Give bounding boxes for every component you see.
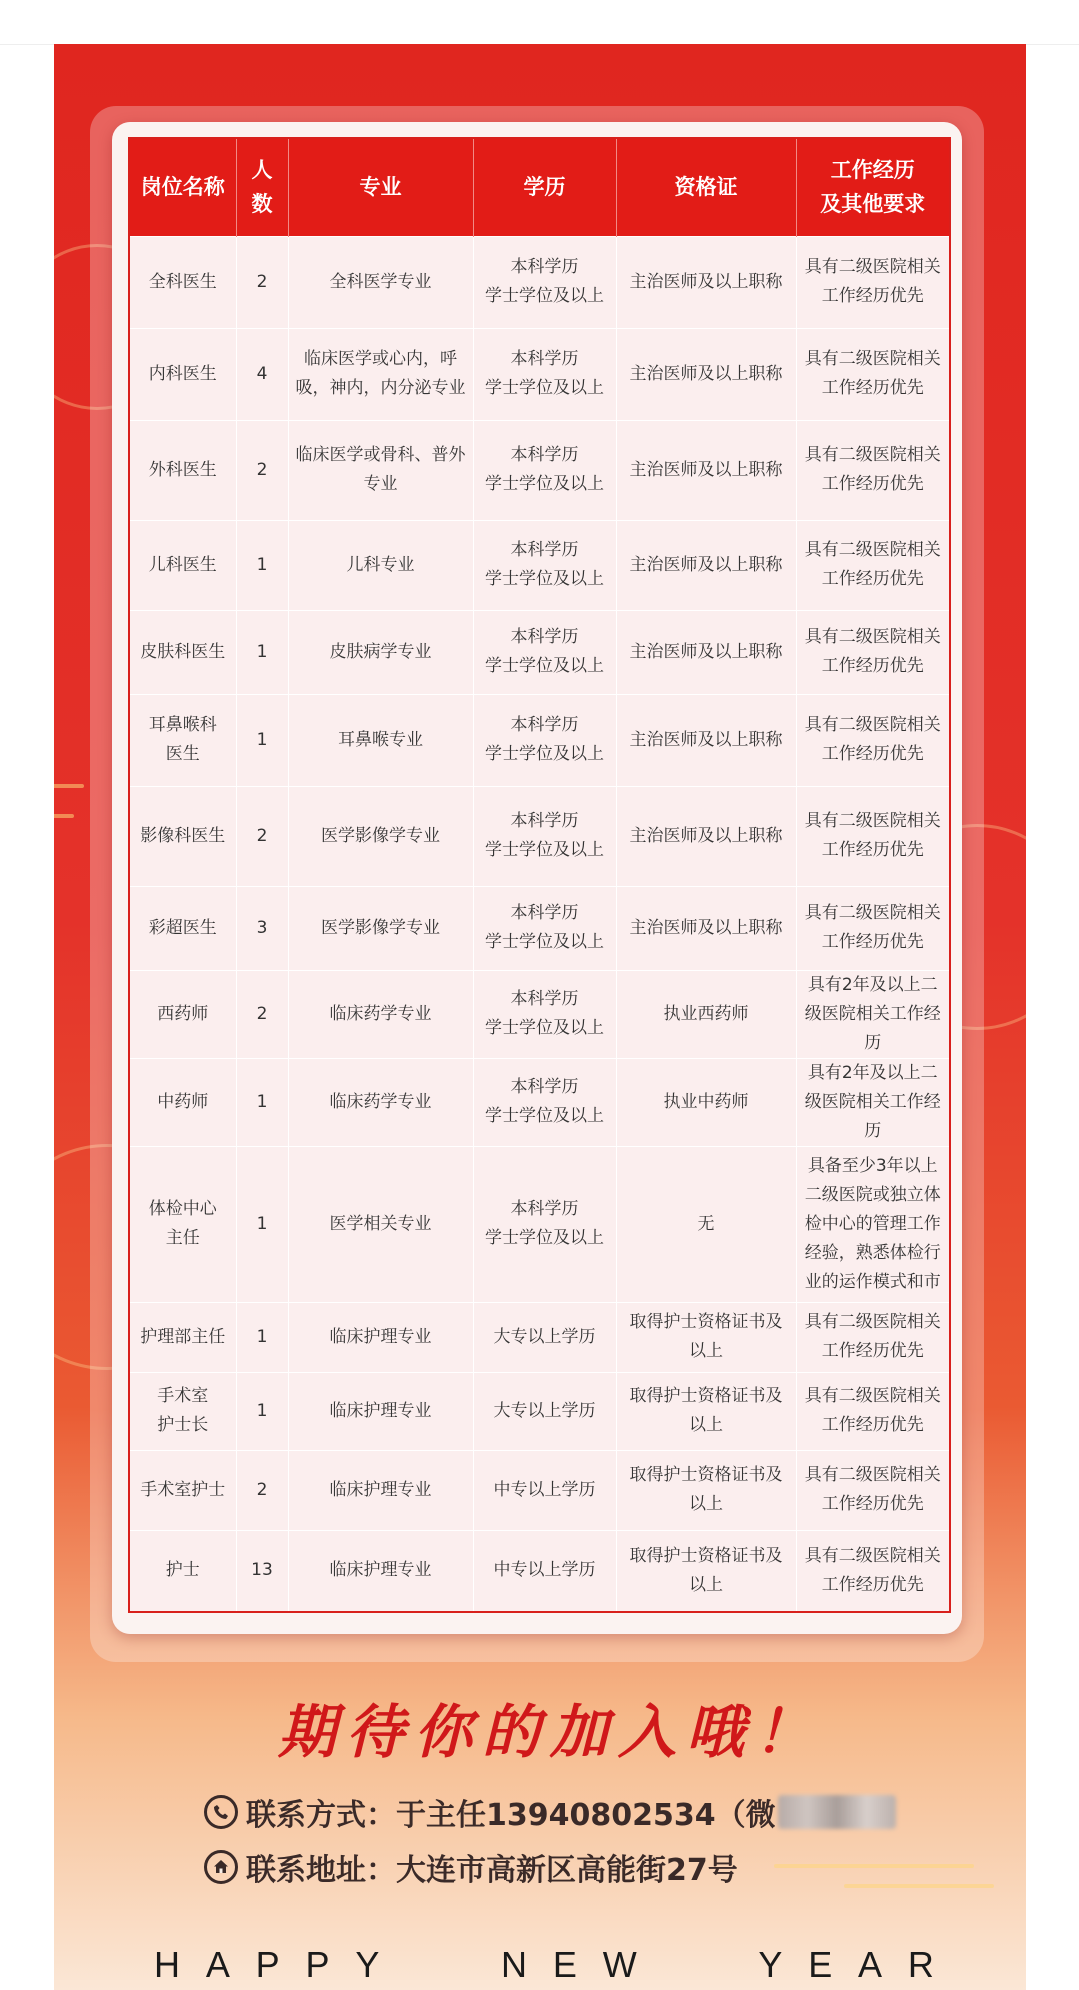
- table-row: [129, 236, 950, 328]
- cell-experience: 具有2年及以上二 级医院相关工作经 历: [796, 1058, 950, 1146]
- table-row: [129, 1146, 950, 1302]
- cell-certificate: 无: [616, 1146, 796, 1302]
- cell-position: 护士: [129, 1530, 236, 1612]
- cell-certificate: 主治医师及以上职称: [616, 520, 796, 610]
- cell-experience: 具有二级医院相关 工作经历优先: [796, 694, 950, 786]
- cell-count: 2: [236, 1450, 288, 1530]
- cell-major: 耳鼻喉专业: [288, 694, 473, 786]
- cell-major: 医学影像学专业: [288, 886, 473, 970]
- footer-letter: P: [305, 1944, 330, 1985]
- cell-certificate: 执业中药师: [616, 1058, 796, 1146]
- footer-letter: E: [552, 1944, 577, 1985]
- cell-count: 1: [236, 1058, 288, 1146]
- header-count: 人 数: [236, 138, 288, 236]
- header-position: 岗位名称: [129, 138, 236, 236]
- footer-letter: E: [808, 1944, 833, 1985]
- cell-certificate: 主治医师及以上职称: [616, 328, 796, 420]
- cell-education: 本科学历 学士学位及以上: [473, 610, 616, 694]
- cell-certificate: 主治医师及以上职称: [616, 236, 796, 328]
- cell-education: 本科学历 学士学位及以上: [473, 328, 616, 420]
- cell-education: 本科学历 学士学位及以上: [473, 1146, 616, 1302]
- table-row: [129, 886, 950, 970]
- header-certificate: 资格证: [616, 138, 796, 236]
- cell-major: 临床药学专业: [288, 1058, 473, 1146]
- cell-count: 2: [236, 420, 288, 520]
- header-major: 专业: [288, 138, 473, 236]
- cell-education: 本科学历 学士学位及以上: [473, 970, 616, 1058]
- footer-letter: A: [858, 1944, 883, 1985]
- cell-experience: 具有二级医院相关 工作经历优先: [796, 1302, 950, 1372]
- home-icon: [204, 1850, 238, 1884]
- cell-position: 手术室护士: [129, 1450, 236, 1530]
- cell-position: 儿科医生: [129, 520, 236, 610]
- cell-major: 临床护理专业: [288, 1450, 473, 1530]
- cell-certificate: 主治医师及以上职称: [616, 786, 796, 886]
- cell-certificate: 主治医师及以上职称: [616, 694, 796, 786]
- cell-count: 1: [236, 610, 288, 694]
- happy-new-year-text: [154, 1944, 934, 1986]
- cell-count: 4: [236, 328, 288, 420]
- cell-position: 西药师: [129, 970, 236, 1058]
- cell-position: 彩超医生: [129, 886, 236, 970]
- table-row: [129, 520, 950, 610]
- cell-certificate: 主治医师及以上职称: [616, 610, 796, 694]
- cell-count: 2: [236, 970, 288, 1058]
- table-row: [129, 1530, 950, 1612]
- cell-count: 1: [236, 1302, 288, 1372]
- cell-major: 全科医学专业: [288, 236, 473, 328]
- job-table: [128, 137, 951, 1613]
- gold-line-decoration: [844, 1884, 994, 1888]
- contact-address-line: [204, 1845, 738, 1889]
- cell-certificate: 取得护士资格证书及 以上: [616, 1530, 796, 1612]
- table-row: [129, 328, 950, 420]
- slogan: 期待你的加入哦！: [277, 1698, 822, 1766]
- cell-position: 皮肤科医生: [129, 610, 236, 694]
- table-row: [129, 420, 950, 520]
- cell-experience: 具有二级医院相关 工作经历优先: [796, 886, 950, 970]
- contact-phone-line: [204, 1790, 896, 1834]
- gold-line-decoration: [54, 784, 84, 788]
- cell-major: 医学相关专业: [288, 1146, 473, 1302]
- word-gap: [405, 1944, 475, 1986]
- cell-experience: 具有二级医院相关 工作经历优先: [796, 786, 950, 886]
- footer-letter: P: [255, 1944, 280, 1985]
- cell-position: 全科医生: [129, 236, 236, 328]
- footer-letter: N: [501, 1944, 528, 1985]
- cell-count: 3: [236, 886, 288, 970]
- footer-letter: Y: [758, 1944, 783, 1985]
- header-experience: 工作经历 及其他要求: [796, 138, 950, 236]
- table-row: [129, 694, 950, 786]
- footer-letter: Y: [355, 1944, 380, 1985]
- cell-education: 大专以上学历: [473, 1372, 616, 1450]
- cell-major: 临床护理专业: [288, 1302, 473, 1372]
- cell-major: 临床护理专业: [288, 1530, 473, 1612]
- table-row: [129, 786, 950, 886]
- header-education: 学历: [473, 138, 616, 236]
- cell-experience: 具有二级医院相关 工作经历优先: [796, 236, 950, 328]
- gold-line-decoration: [54, 814, 74, 818]
- cell-count: 2: [236, 786, 288, 886]
- cell-education: 本科学历 学士学位及以上: [473, 886, 616, 970]
- cell-major: 临床医学或骨科、普外 专业: [288, 420, 473, 520]
- cell-major: 临床药学专业: [288, 970, 473, 1058]
- cell-education: 本科学历 学士学位及以上: [473, 420, 616, 520]
- contact-address-text: 联系地址：大连市高新区高能街27号: [246, 1853, 738, 1888]
- cell-position: 中药师: [129, 1058, 236, 1146]
- cell-education: 本科学历 学士学位及以上: [473, 786, 616, 886]
- cell-experience: 具有二级医院相关 工作经历优先: [796, 1450, 950, 1530]
- contact-phone-tail: 微: [745, 1798, 776, 1833]
- gold-line-decoration: [774, 1864, 974, 1868]
- cell-position: 内科医生: [129, 328, 236, 420]
- contact-phone-text: 联系方式：于主任13940802534（: [246, 1798, 746, 1833]
- cell-experience: 具有二级医院相关 工作经历优先: [796, 1530, 950, 1612]
- table-header-row: [129, 138, 950, 236]
- redacted-block: [778, 1795, 896, 1829]
- cell-experience: 具有二级医院相关 工作经历优先: [796, 1372, 950, 1450]
- table-row: [129, 1058, 950, 1146]
- cell-count: 13: [236, 1530, 288, 1612]
- cell-major: 皮肤病学专业: [288, 610, 473, 694]
- phone-icon: [204, 1795, 238, 1829]
- cell-education: 本科学历 学士学位及以上: [473, 694, 616, 786]
- cell-education: 中专以上学历: [473, 1450, 616, 1530]
- cell-certificate: 取得护士资格证书及 以上: [616, 1302, 796, 1372]
- cell-count: 1: [236, 520, 288, 610]
- cell-count: 2: [236, 236, 288, 328]
- cell-position: 影像科医生: [129, 786, 236, 886]
- cell-position: 耳鼻喉科 医生: [129, 694, 236, 786]
- table-row: [129, 1450, 950, 1530]
- table-row: [129, 1372, 950, 1450]
- cell-position: 外科医生: [129, 420, 236, 520]
- footer-letter: A: [205, 1944, 230, 1985]
- cell-count: 1: [236, 1372, 288, 1450]
- cell-position: 手术室 护士长: [129, 1372, 236, 1450]
- cell-experience: 具有2年及以上二 级医院相关工作经 历: [796, 970, 950, 1058]
- top-bar: [0, 0, 1079, 45]
- cell-education: 大专以上学历: [473, 1302, 616, 1372]
- cell-major: 儿科专业: [288, 520, 473, 610]
- cell-major: 临床护理专业: [288, 1372, 473, 1450]
- table-row: [129, 1302, 950, 1372]
- cell-experience: 具有二级医院相关 工作经历优先: [796, 520, 950, 610]
- cell-education: 本科学历 学士学位及以上: [473, 1058, 616, 1146]
- cell-certificate: 取得护士资格证书及 以上: [616, 1450, 796, 1530]
- cell-certificate: 主治医师及以上职称: [616, 420, 796, 520]
- cell-experience: 具有二级医院相关 工作经历优先: [796, 610, 950, 694]
- word-gap: [663, 1944, 733, 1986]
- footer-letter: W: [602, 1944, 637, 1985]
- cell-experience: 具备至少3年以上 二级医院或独立体 检中心的管理工作 经验，熟悉体检行 业的运作模式和市: [796, 1146, 950, 1302]
- cell-count: 1: [236, 694, 288, 786]
- cell-certificate: 主治医师及以上职称: [616, 886, 796, 970]
- cell-position: 体检中心 主任: [129, 1146, 236, 1302]
- cell-certificate: 执业西药师: [616, 970, 796, 1058]
- cell-education: 中专以上学历: [473, 1530, 616, 1612]
- cell-major: 临床医学或心内，呼 吸，神内，内分泌专业: [288, 328, 473, 420]
- cell-position: 护理部主任: [129, 1302, 236, 1372]
- cell-major: 医学影像学专业: [288, 786, 473, 886]
- cell-education: 本科学历 学士学位及以上: [473, 520, 616, 610]
- footer-letter: H: [154, 1944, 180, 1985]
- cell-experience: 具有二级医院相关 工作经历优先: [796, 328, 950, 420]
- footer-letter: R: [907, 1944, 934, 1985]
- cell-education: 本科学历 学士学位及以上: [473, 236, 616, 328]
- cell-count: 1: [236, 1146, 288, 1302]
- cell-experience: 具有二级医院相关 工作经历优先: [796, 420, 950, 520]
- table-row: [129, 610, 950, 694]
- table-row: [129, 970, 950, 1058]
- cell-certificate: 取得护士资格证书及 以上: [616, 1372, 796, 1450]
